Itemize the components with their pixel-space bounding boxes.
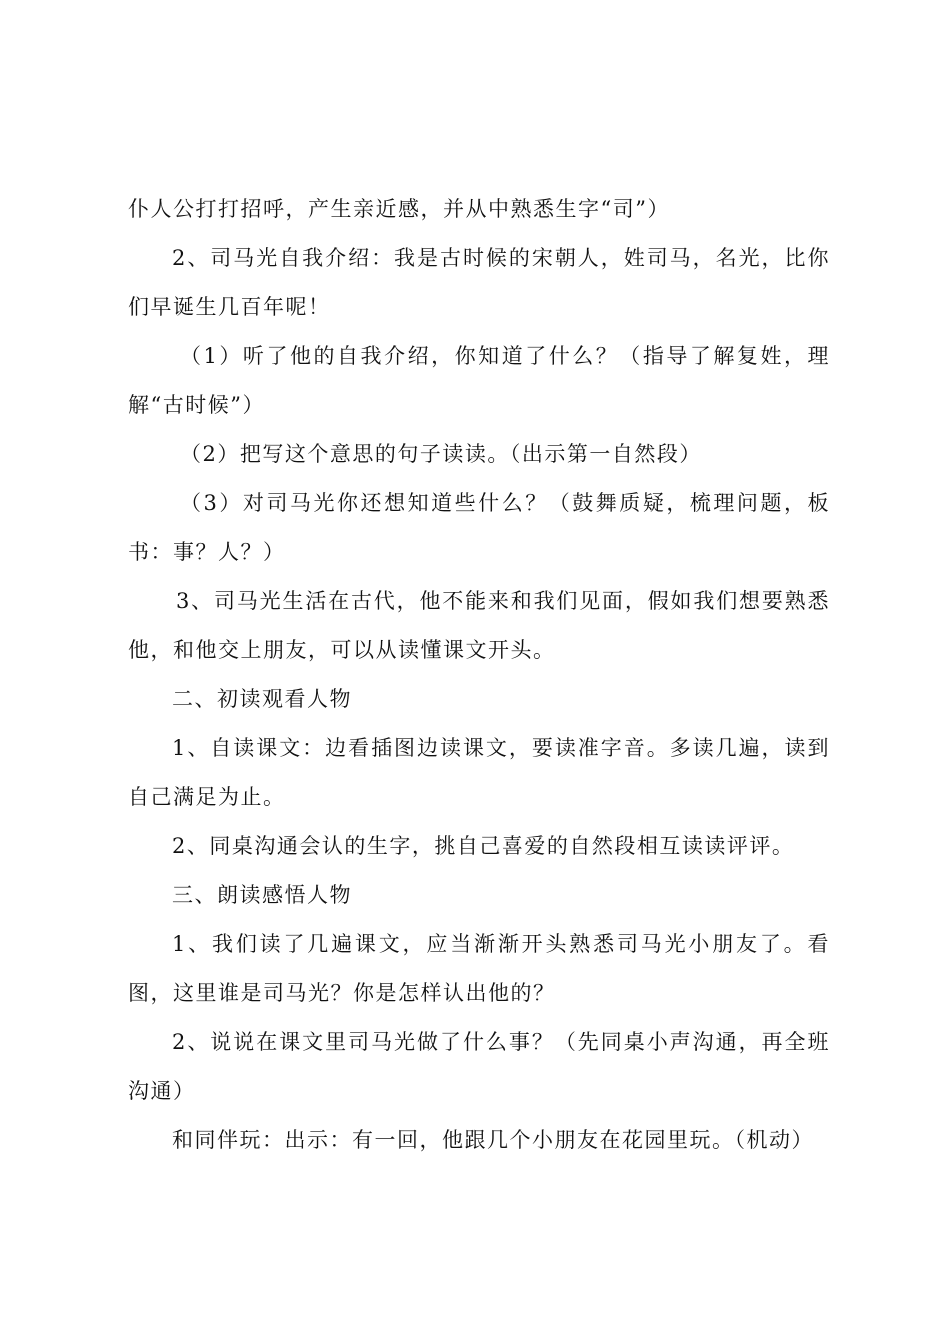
section-heading-3: 三、朗读感悟人物: [172, 883, 352, 907]
paragraph-play: 和同伴玩：出示：有一回，他跟几个小朋友在花园里玩。（机动）: [172, 1128, 814, 1152]
paragraph-sub-2: （2）把写这个意思的句子读读。（出示第一自然段）: [180, 442, 702, 466]
paragraph-read-1: 1、自读课文：边看插图边读课文，要读准字音。多读几遍，读到自己满足为止。: [128, 736, 830, 809]
paragraph-continuation: 仆人公打打招呼，产生亲近感，并从中熟悉生字“司”）: [128, 197, 670, 221]
paragraph-read-2: 2、同桌沟通会认的生字，挑自己喜爱的自然段相互读读评评。: [172, 834, 795, 858]
document-body: [128, 185, 830, 1165]
section-heading-2: 二、初读观看人物: [172, 687, 352, 711]
paragraph-perceive-1: 1、我们读了几遍课文，应当渐渐开头熟悉司马光小朋友了。看图，这里谁是司马光？你是怎样认出他的？: [128, 932, 830, 1005]
paragraph-perceive-2: 2、说说在课文里司马光做了什么事？（先同桌小声沟通，再全班沟通）: [128, 1030, 830, 1103]
paragraph-sub-1: （1）听了他的自我介绍，你知道了什么？（指导了解复姓，理解“古时候”）: [128, 344, 830, 417]
paragraph-step-3: 3、司马光生活在古代，他不能来和我们见面，假如我们想要熟悉他，和他交上朋友，可以从读懂课文开头。: [128, 589, 830, 662]
paragraph-sub-3: （3）对司马光你还想知道些什么？（鼓舞质疑，梳理问题，板书：事？人？）: [128, 491, 830, 564]
paragraph-step-2: 2、司马光自我介绍：我是古时候的宋朝人，姓司马，名光，比你们早诞生几百年呢！: [128, 246, 830, 319]
